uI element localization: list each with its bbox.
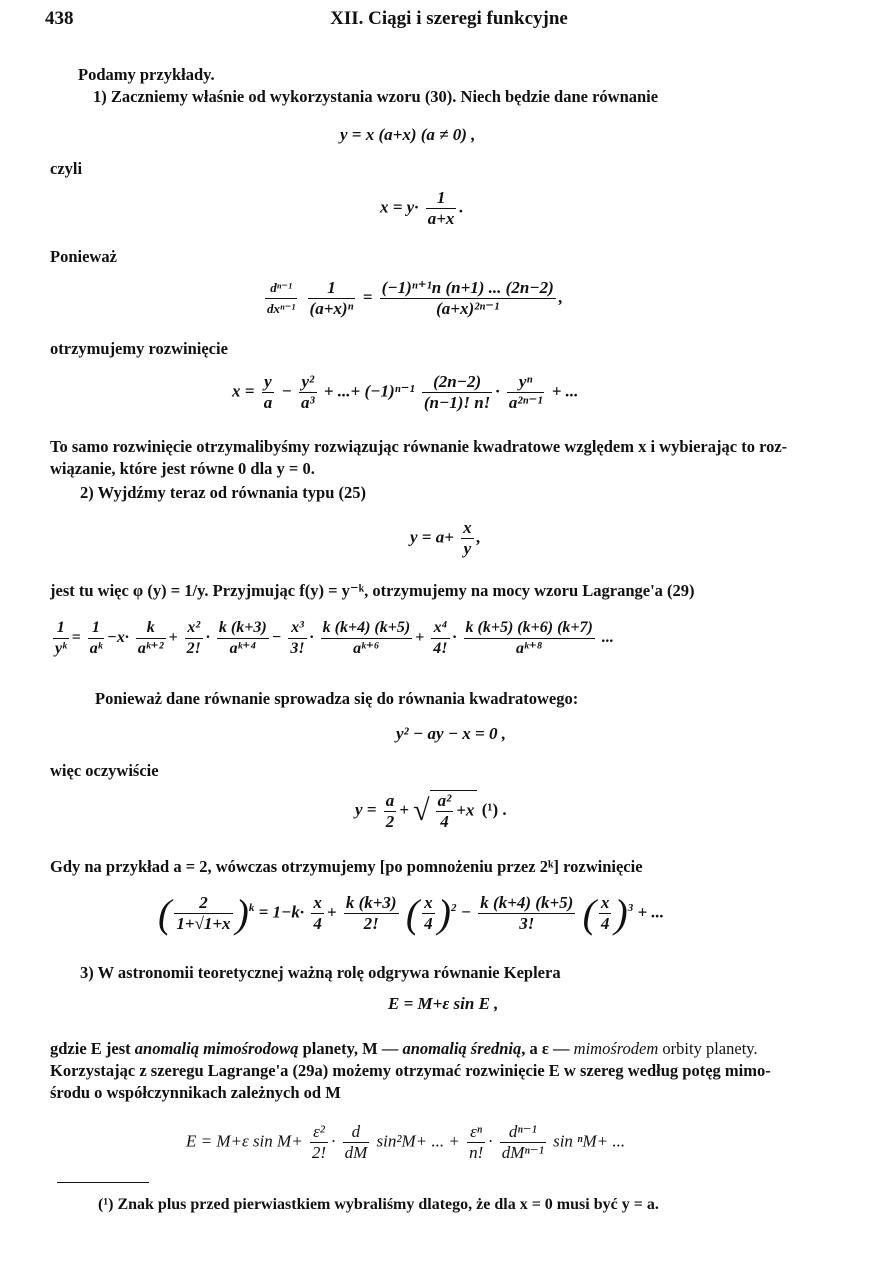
equation-2: x = y· $\frac{1}{a+x}$ . [380,188,464,228]
sqrt-symbol: √ $\frac{\text{a²}}{4}$ +x [413,790,477,832]
eq8-lhs: y = [355,799,377,819]
eq6-frac-9: $\frac{k (k+5) (k+6) (k+7)}{\text{aᵏ⁺⁸}}$ [465,619,593,657]
equation-11: E = M+ε sin M+ $\frac{\text{ε²}}{2!}$ · $\frac{d}{dM}$ sin²M+ ... + $\frac{\text{εⁿ}}{n!}$ · $\frac{\text{dⁿ⁻¹}}{\text{dMⁿ⁻¹}}$ sin ⁿM+ ... [186,1122,626,1162]
equation-8: y = $\frac{a}{2}$ + √ $\frac{\text{a²}}{4}$ +x (¹) . [355,790,507,831]
eq6-frac-5: $\frac{k (k+3)}{\text{aᵏ⁺⁴}}$ [218,619,267,657]
eq4-mid: + ...+ (−1)ⁿ⁻¹ [323,381,415,401]
equation-1: y = x (a+x) (a ≠ 0) , [340,125,476,144]
eq4-frac-2: $\frac{\text{y²}}{\text{a³}}$ [301,372,315,412]
equation-6: $\frac{1}{\text{yᵏ}}$ = $\frac{1}{\text{aᵏ}}$ −x· $\frac{k}{\text{aᵏ⁺²}}$ + $\frac{\text{x²}}{2!}$ · $\frac{k (k+3)}{\text{aᵏ⁺⁴}}$ − $\frac{\text{x³}}{3!}$ · $\frac{k (k+4) (k+5)}{\text{aᵏ⁺⁶}}$ + $\frac{\text{x⁴}}{4!}$ · $\frac{k (k+5) (k+6) (k+7)}{\text{aᵏ⁺⁸}}$ ... [55,619,614,657]
eq5-lhs: y = a+ [410,527,454,547]
eq11-frac-a: $\frac{\text{ε²}}{2!}$ [311,1122,327,1162]
eq3-derivative: $\frac{\text{dⁿ⁻¹}}{\text{dxⁿ⁻¹}}$ [267,280,296,316]
footnote-divider [57,1182,149,1183]
eq6-frac-6: $\frac{\text{x³}}{3!}$ [290,619,305,657]
paragraph-korzystajac-2: środu o współczynnikach zależnych od M [50,1083,341,1102]
word-poniewaz: Ponieważ [50,247,117,266]
eq8-fraction: $\frac{a}{2}$ [385,790,395,831]
equation-3: $\frac{\text{dⁿ⁻¹}}{\text{dxⁿ⁻¹}}$ $\frac{1}{\text{(a+x)ⁿ}}$ = $\frac{\text{(−1)ⁿ⁺¹n (n+1) ... (2n−2)}}{\text{(a+x)²ⁿ⁻¹}}$ , [267,278,563,318]
page-number: 438 [45,8,74,29]
paragraph-phi: jest tu więc φ (y) = 1/y. Przyjmując f(y) = y⁻ᵏ, otrzymujemy na mocy wzoru Lagrange'a (29) [50,581,695,600]
eq11-tail: sin ⁿM+ ... [553,1131,626,1151]
eq6-frac-3: $\frac{k}{\text{aᵏ⁺²}}$ [137,619,164,657]
paragraph-example-3: 3) W astronomii teoretycznej ważną rolę odgrywa równanie Keplera [80,963,561,982]
eq3-fraction-c: $\frac{\text{(−1)ⁿ⁺¹n (n+1) ... (2n−2)}}{\text{(a+x)²ⁿ⁻¹}}$ [381,278,554,318]
eq11-lhs: E = M+ε sin M+ [186,1131,303,1151]
footnote-ref: (¹) . [481,799,507,819]
eq9-tail: + ... [637,902,665,922]
equation-9: ( $\frac{2}{1+√1+x}$ )$^k$ = 1−k· $\frac{x}{4}$ + $\frac{k (k+3)}{2!}$ ( $\frac{x}{4}$ )$^2$ − $\frac{k (k+4) (k+5)}{3!}$ ( $\frac{x}{4}$ )$^3$ + ... [158,891,665,936]
eq5-fraction: $\frac{x}{y}$ [463,518,472,558]
eq2-lhs: x = y· [380,197,419,217]
eq4-frac-4: $\frac{\text{yⁿ}}{\text{a²ⁿ⁻¹}}$ [508,372,543,412]
paragraph-gdzie: gdzie E jest anomalią mimośrodową planety, M — anomalią średnią, a ε — mimośrodem orbity planety. [50,1039,758,1058]
paragraph-same-1: To samo rozwinięcie otrzymalibyśmy rozwiązując równanie kwadratowe względem x i wybierając to roz- [50,437,788,456]
eq9-frac-a: $\frac{x}{4}$ [313,893,322,933]
eq9-rhs: = 1−k· [258,902,305,922]
eq6-frac-1: $\frac{1}{\text{yᵏ}}$ [55,619,67,657]
eq6-tail: ... [601,629,614,647]
equation-4: x = $\frac{y}{a}$ − $\frac{\text{y²}}{\text{a³}}$ + ...+ (−1)ⁿ⁻¹ $\frac{(2n-2)}{(n-1)! n!}$ · $\frac{\text{yⁿ}}{\text{a²ⁿ⁻¹}}$ + ... [232,372,579,412]
paragraph-same-2: wiązanie, które jest równe 0 dla y = 0. [50,459,315,478]
paragraph-example-2: 2) Wyjdźmy teraz od równania typu (25) [80,483,366,502]
word-czyli: czyli [50,159,83,178]
paragraph-gdy: Gdy na przykład a = 2, wówczas otrzymujemy [po pomnożeniu przez 2ᵏ] rozwinięcie [50,857,643,876]
eq6-frac-8: $\frac{\text{x⁴}}{4!}$ [433,619,448,657]
eq11-frac-d: $\frac{\text{dⁿ⁻¹}}{\text{dMⁿ⁻¹}}$ [501,1122,544,1162]
eq9-frac-b: $\frac{k (k+3)}{2!}$ [345,893,397,933]
page-header [45,8,853,34]
eq9-base: $\frac{2}{1+√1+x}$ [176,893,231,933]
eq9-frac-c: $\frac{k (k+4) (k+5)}{3!}$ [480,893,574,933]
footnote: (¹) Znak plus przed pierwiastkiem wybraliśmy dlatego, że dla x = 0 musi być y = a. [98,1196,659,1213]
eq4-frac-3: $\frac{(2n-2)}{(n-1)! n!}$ [423,372,491,412]
phrase-otrzymujemy: otrzymujemy rozwinięcie [50,339,228,358]
eq2-fraction: $\frac{1}{a+x}$ [427,188,455,228]
eq4-tail: + ... [551,381,579,401]
eq6-frac-4: $\frac{\text{x²}}{2!}$ [186,619,201,657]
eq6-frac-7: $\frac{k (k+4) (k+5)}{\text{aᵏ⁺⁶}}$ [322,619,411,657]
eq6-frac-2: $\frac{1}{\text{aᵏ}}$ [89,619,103,657]
equation-5: y = a+ $\frac{x}{y}$ , [410,518,481,558]
paragraph-example-1: 1) Zaczniemy właśnie od wykorzystania wzoru (30). Niech będzie dane równanie [93,87,659,106]
eq4-frac-1: $\frac{y}{a}$ [263,372,273,412]
equation-7: y² − ay − x = 0 , [396,724,506,743]
phrase-wiec: więc oczywiście [50,761,159,780]
eq11-frac-c: $\frac{\text{εⁿ}}{n!}$ [469,1122,484,1162]
eq11-mid: sin²M+ ... + [376,1131,460,1151]
eq11-frac-b: $\frac{d}{dM}$ [344,1122,368,1162]
chapter-title: XII. Ciągi i szeregi funkcyjne [330,8,568,29]
paragraph-korzystajac-1: Korzystając z szeregu Lagrange'a (29a) możemy otrzymać rozwinięcie E w szereg według potęg mimo- [50,1061,771,1080]
equation-kepler: E = M+ε sin E , [388,994,499,1013]
paragraph-kwadratowe: Ponieważ dane równanie sprowadza się do równania kwadratowego: [95,689,579,708]
paragraph-intro: Podamy przykłady. [78,65,215,84]
eq3-fraction-b: $\frac{1}{\text{(a+x)ⁿ}}$ [309,278,354,318]
